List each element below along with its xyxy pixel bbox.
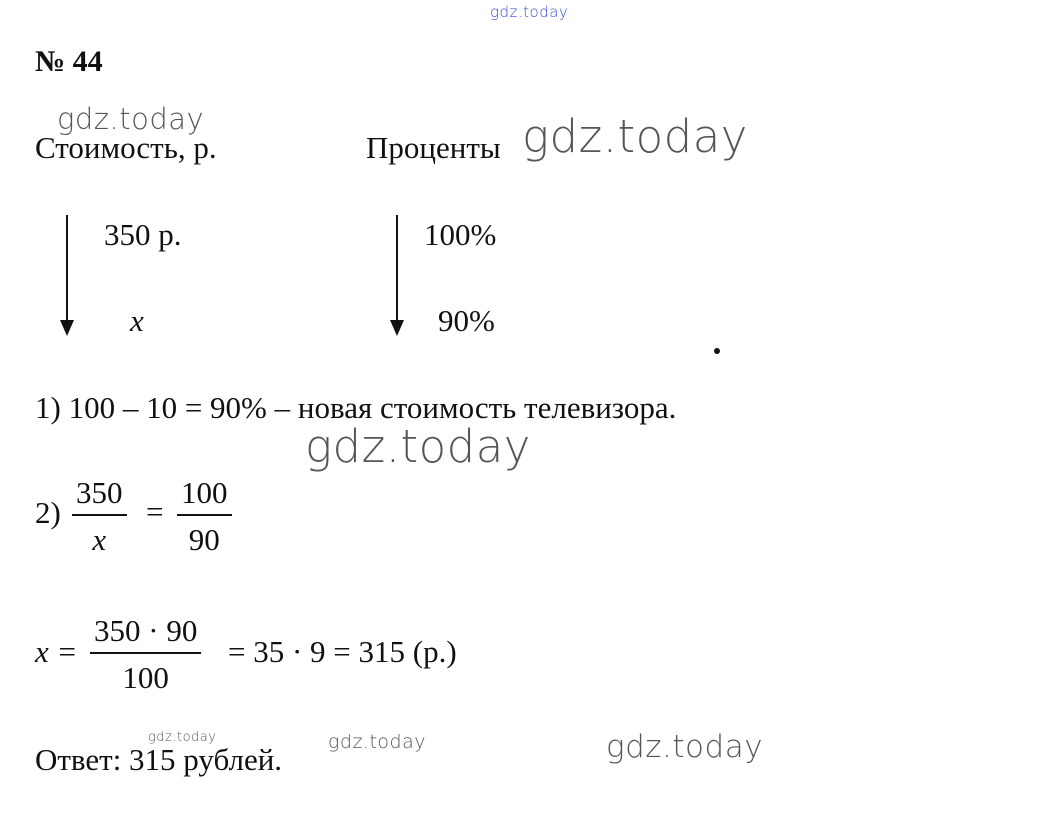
- percent-value-bottom: 90%: [438, 303, 495, 338]
- equals-sign: =: [146, 494, 164, 529]
- watermark: gdz.today: [305, 420, 531, 473]
- watermark: gdz.today: [522, 110, 748, 163]
- cost-value-top: 350 р.: [104, 217, 182, 252]
- dot-mark: [714, 348, 720, 354]
- fraction-denominator: 100: [122, 660, 169, 695]
- watermark: gdz.today: [606, 729, 764, 765]
- fraction-numerator: 350: [76, 475, 123, 510]
- fraction-bar: [90, 652, 201, 654]
- watermark: gdz.today: [148, 730, 217, 745]
- column-header-percent: Проценты: [366, 130, 501, 165]
- fraction-left: [72, 477, 127, 555]
- fraction-bar: [177, 514, 232, 516]
- fraction-denominator: 90: [188, 522, 220, 557]
- solution-step-3-lhs: x =: [35, 634, 78, 669]
- fraction-bar: [72, 514, 127, 516]
- column-header-cost: Стоимость, р.: [35, 130, 217, 165]
- answer-text: Ответ: 315 рублей.: [35, 742, 283, 777]
- percent-value-top: 100%: [424, 217, 497, 252]
- solution-step-1: 1) 100 – 10 = 90% – новая стоимость телевизора.: [35, 390, 677, 425]
- watermark-top: gdz.today: [490, 3, 569, 21]
- watermark: gdz.today: [57, 102, 205, 136]
- fraction-right: [177, 477, 232, 555]
- fraction-calc: [90, 615, 201, 693]
- cost-value-bottom: x: [130, 303, 144, 338]
- watermark: gdz.today: [328, 731, 426, 753]
- problem-number: № 44: [35, 45, 103, 78]
- solution-step-2-label: 2): [35, 495, 61, 530]
- solution-step-3-rhs: = 35 · 9 = 315 (р.): [228, 634, 457, 669]
- fraction-denominator: x: [92, 522, 107, 557]
- fraction-numerator: 100: [181, 475, 228, 510]
- fraction-numerator: 350 · 90: [94, 613, 198, 648]
